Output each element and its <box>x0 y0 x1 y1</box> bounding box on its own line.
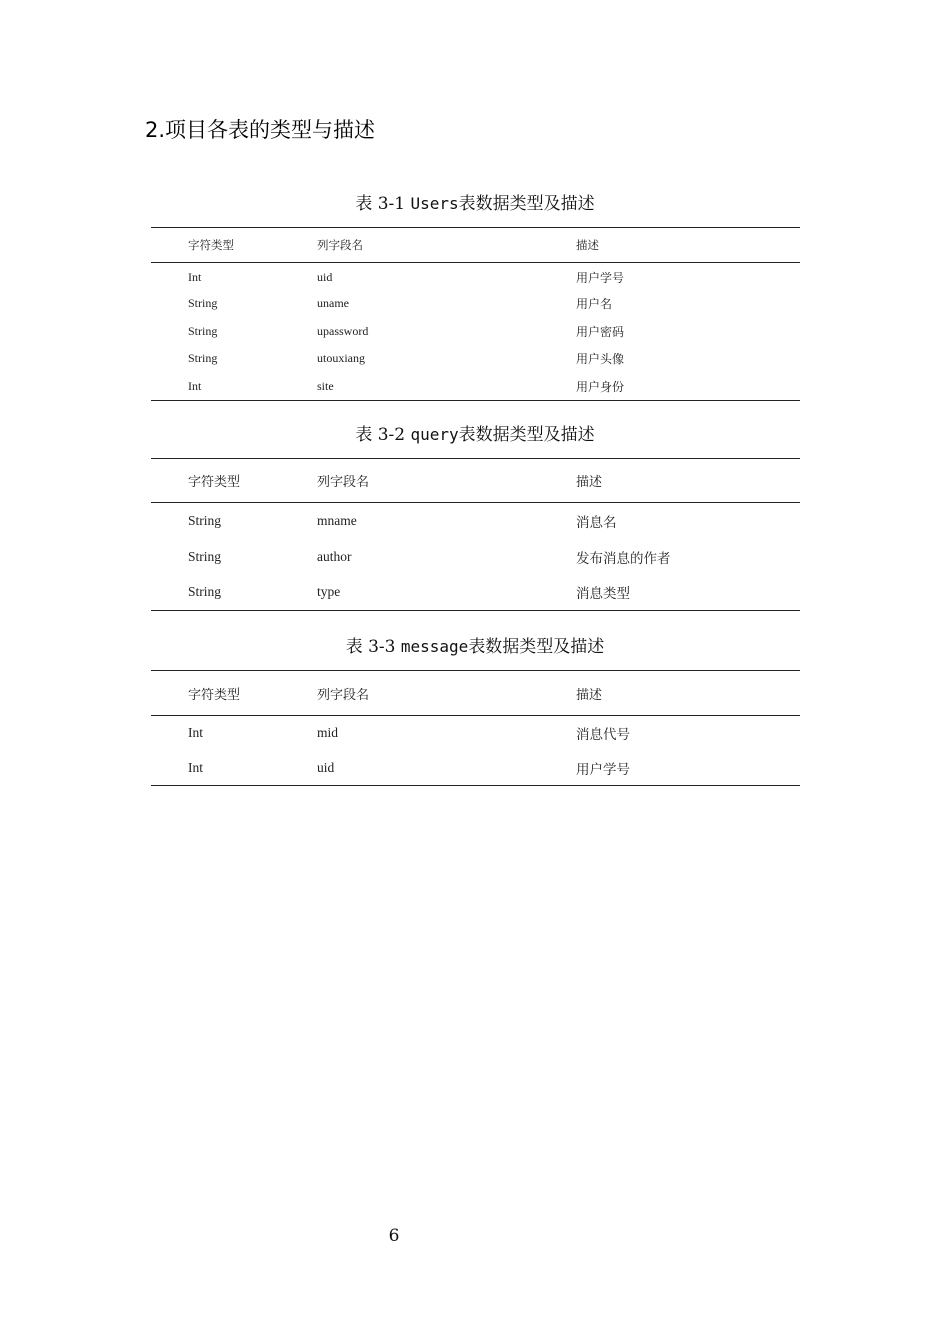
caption-suffix: 表数据类型及描述 <box>458 194 595 214</box>
cell-type: Int <box>188 725 203 741</box>
column-header-field: 列字段名 <box>317 687 370 703</box>
query-table <box>151 458 800 611</box>
table-row <box>151 503 800 539</box>
cell-field: uid <box>317 270 333 284</box>
table-header-row <box>151 228 800 263</box>
column-header-field: 列字段名 <box>317 475 370 490</box>
cell-field: type <box>317 584 341 600</box>
column-header-type: 字符类型 <box>188 475 241 490</box>
cell-field: author <box>317 548 352 564</box>
table-row <box>151 539 800 575</box>
table-row <box>151 318 800 346</box>
page-number: 6 <box>388 1226 400 1246</box>
column-header-type: 字符类型 <box>188 687 241 703</box>
cell-field: mid <box>317 725 339 741</box>
table-row <box>151 575 800 611</box>
message-table <box>151 670 800 786</box>
users-table <box>151 227 800 401</box>
table-row <box>151 345 800 373</box>
caption-table-name: Users <box>410 194 459 213</box>
table-row <box>151 373 800 401</box>
caption-table-name: message <box>400 637 469 656</box>
cell-description: 消息代号 <box>576 727 630 743</box>
cell-field: uname <box>317 296 349 311</box>
caption-prefix: 表 3-1 <box>355 194 411 214</box>
column-header-description: 描述 <box>576 687 603 703</box>
cell-type: Int <box>188 270 202 284</box>
caption-prefix: 表 3-3 <box>345 637 401 657</box>
cell-description: 用户身份 <box>576 379 625 394</box>
cell-type: String <box>188 351 218 366</box>
cell-type: Int <box>188 759 203 775</box>
cell-type: String <box>188 512 222 528</box>
cell-field: utouxiang <box>317 351 365 366</box>
caption-prefix: 表 3-2 <box>355 425 411 445</box>
cell-field: site <box>317 378 334 393</box>
table-header-row <box>151 671 800 716</box>
column-header-description: 描述 <box>576 475 603 490</box>
table-row <box>151 290 800 318</box>
column-header-field: 列字段名 <box>317 238 363 252</box>
cell-description: 消息名 <box>576 514 617 530</box>
caption-suffix: 表数据类型及描述 <box>468 637 605 657</box>
cell-field: mname <box>317 512 357 528</box>
cell-type: String <box>188 584 222 600</box>
cell-description: 用户学号 <box>576 761 630 777</box>
table-row <box>151 716 800 751</box>
column-header-type: 字符类型 <box>188 238 234 252</box>
table-header-row <box>151 459 800 503</box>
cell-field: upassword <box>317 323 369 338</box>
section-heading: 2.项目各表的类型与描述 <box>145 118 376 142</box>
cell-description: 发布消息的作者 <box>576 550 671 566</box>
cell-field: uid <box>317 759 335 775</box>
caption-suffix: 表数据类型及描述 <box>458 425 595 445</box>
table-row <box>151 751 800 786</box>
cell-type: String <box>188 548 222 564</box>
cell-type: Int <box>188 378 202 393</box>
table-row <box>151 263 800 291</box>
cell-description: 消息类型 <box>576 586 630 602</box>
cell-description: 用户学号 <box>576 271 625 285</box>
cell-type: String <box>188 323 218 338</box>
table-caption-query <box>150 420 800 445</box>
table-caption-users <box>150 189 800 214</box>
caption-table-name: query <box>410 425 459 444</box>
cell-description: 用户密码 <box>576 324 625 339</box>
table-caption-message <box>150 632 800 657</box>
cell-description: 用户头像 <box>576 352 625 367</box>
cell-type: String <box>188 296 218 311</box>
cell-description: 用户名 <box>576 297 613 312</box>
column-header-description: 描述 <box>576 238 599 252</box>
